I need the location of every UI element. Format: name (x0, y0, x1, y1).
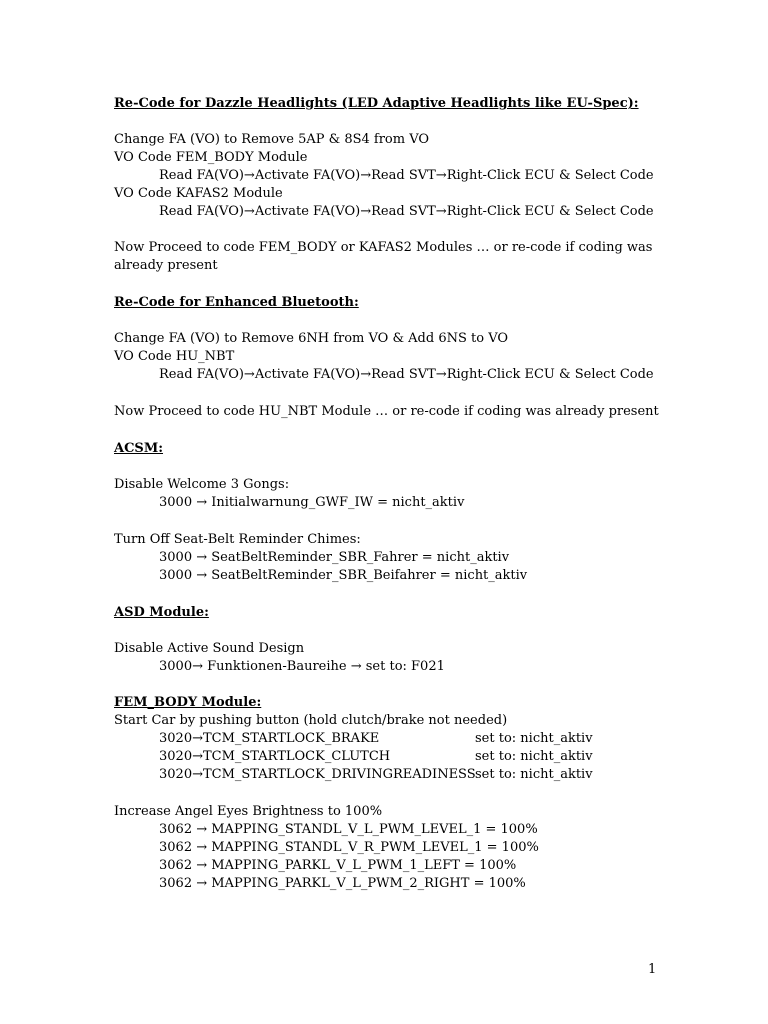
text-line: 3062 → MAPPING_STANDL_V_R_PWM_LEVEL_1 = 100% (159, 840, 539, 855)
text-line: 3020→TCM_STARTLOCK_DRIVINGREADINESS (159, 767, 476, 782)
text-line: Change FA (VO) to Remove 6NH from VO & Add 6NS to VO (114, 331, 509, 346)
section-heading: ASD Module: (114, 605, 209, 620)
text-line: Read FA(VO)→Activate FA(VO)→Read SVT→Right-Click ECU & Select Code (159, 367, 654, 382)
text-line: Read FA(VO)→Activate FA(VO)→Read SVT→Right-Click ECU & Select Code (159, 168, 654, 183)
text-line: Read FA(VO)→Activate FA(VO)→Read SVT→Right-Click ECU & Select Code (159, 204, 654, 219)
text-line: 3000 → SeatBeltReminder_SBR_Beifahrer = nicht_aktiv (159, 568, 528, 583)
text-line: 3062 → MAPPING_PARKL_V_L_PWM_2_RIGHT = 100% (159, 876, 526, 891)
text-line: VO Code FEM_BODY Module (114, 150, 308, 165)
text-line: 3020→TCM_STARTLOCK_CLUTCH (159, 749, 391, 764)
text-line: 3062 → MAPPING_PARKL_V_L_PWM_1_LEFT = 100% (159, 858, 517, 873)
text-line: 3062 → MAPPING_STANDL_V_L_PWM_LEVEL_1 = 100% (159, 822, 538, 837)
text-line: Change FA (VO) to Remove 5AP & 8S4 from VO (114, 132, 430, 147)
text-line: 3000→ Funktionen-Baureihe → set to: F021 (159, 659, 445, 674)
text-line: Increase Angel Eyes Brightness to 100% (114, 804, 383, 819)
section-heading: Re-Code for Dazzle Headlights (LED Adaptive Headlights like EU-Spec): (114, 96, 639, 111)
text-line: already present (114, 258, 218, 273)
section-heading: FEM_BODY Module: (114, 695, 262, 710)
text-line: 3000 → SeatBeltReminder_SBR_Fahrer = nicht_aktiv (159, 550, 510, 565)
text-line: 3000 → Initialwarnung_GWF_IW = nicht_aktiv (159, 495, 465, 510)
text-line: Disable Active Sound Design (114, 641, 305, 656)
text-line: Turn Off Seat-Belt Reminder Chimes: (114, 532, 361, 547)
text-line: 3020→TCM_STARTLOCK_BRAKE (159, 731, 380, 746)
text-line: Disable Welcome 3 Gongs: (114, 477, 290, 492)
page-number: 1 (648, 962, 657, 977)
section-heading: Re-Code for Enhanced Bluetooth: (114, 295, 359, 310)
text-line: Now Proceed to code FEM_BODY or KAFAS2 Modules … or re-code if coding was (114, 240, 653, 255)
text-line: Start Car by pushing button (hold clutch/brake not needed) (114, 713, 508, 728)
text-line: Now Proceed to code HU_NBT Module … or re-code if coding was already present (114, 404, 659, 419)
text-line: VO Code KAFAS2 Module (114, 186, 283, 201)
set-value: set to: nicht_aktiv (475, 767, 593, 782)
set-value: set to: nicht_aktiv (475, 749, 593, 764)
text-line: VO Code HU_NBT (114, 349, 235, 364)
set-value: set to: nicht_aktiv (475, 731, 593, 746)
section-heading: ACSM: (114, 441, 164, 456)
